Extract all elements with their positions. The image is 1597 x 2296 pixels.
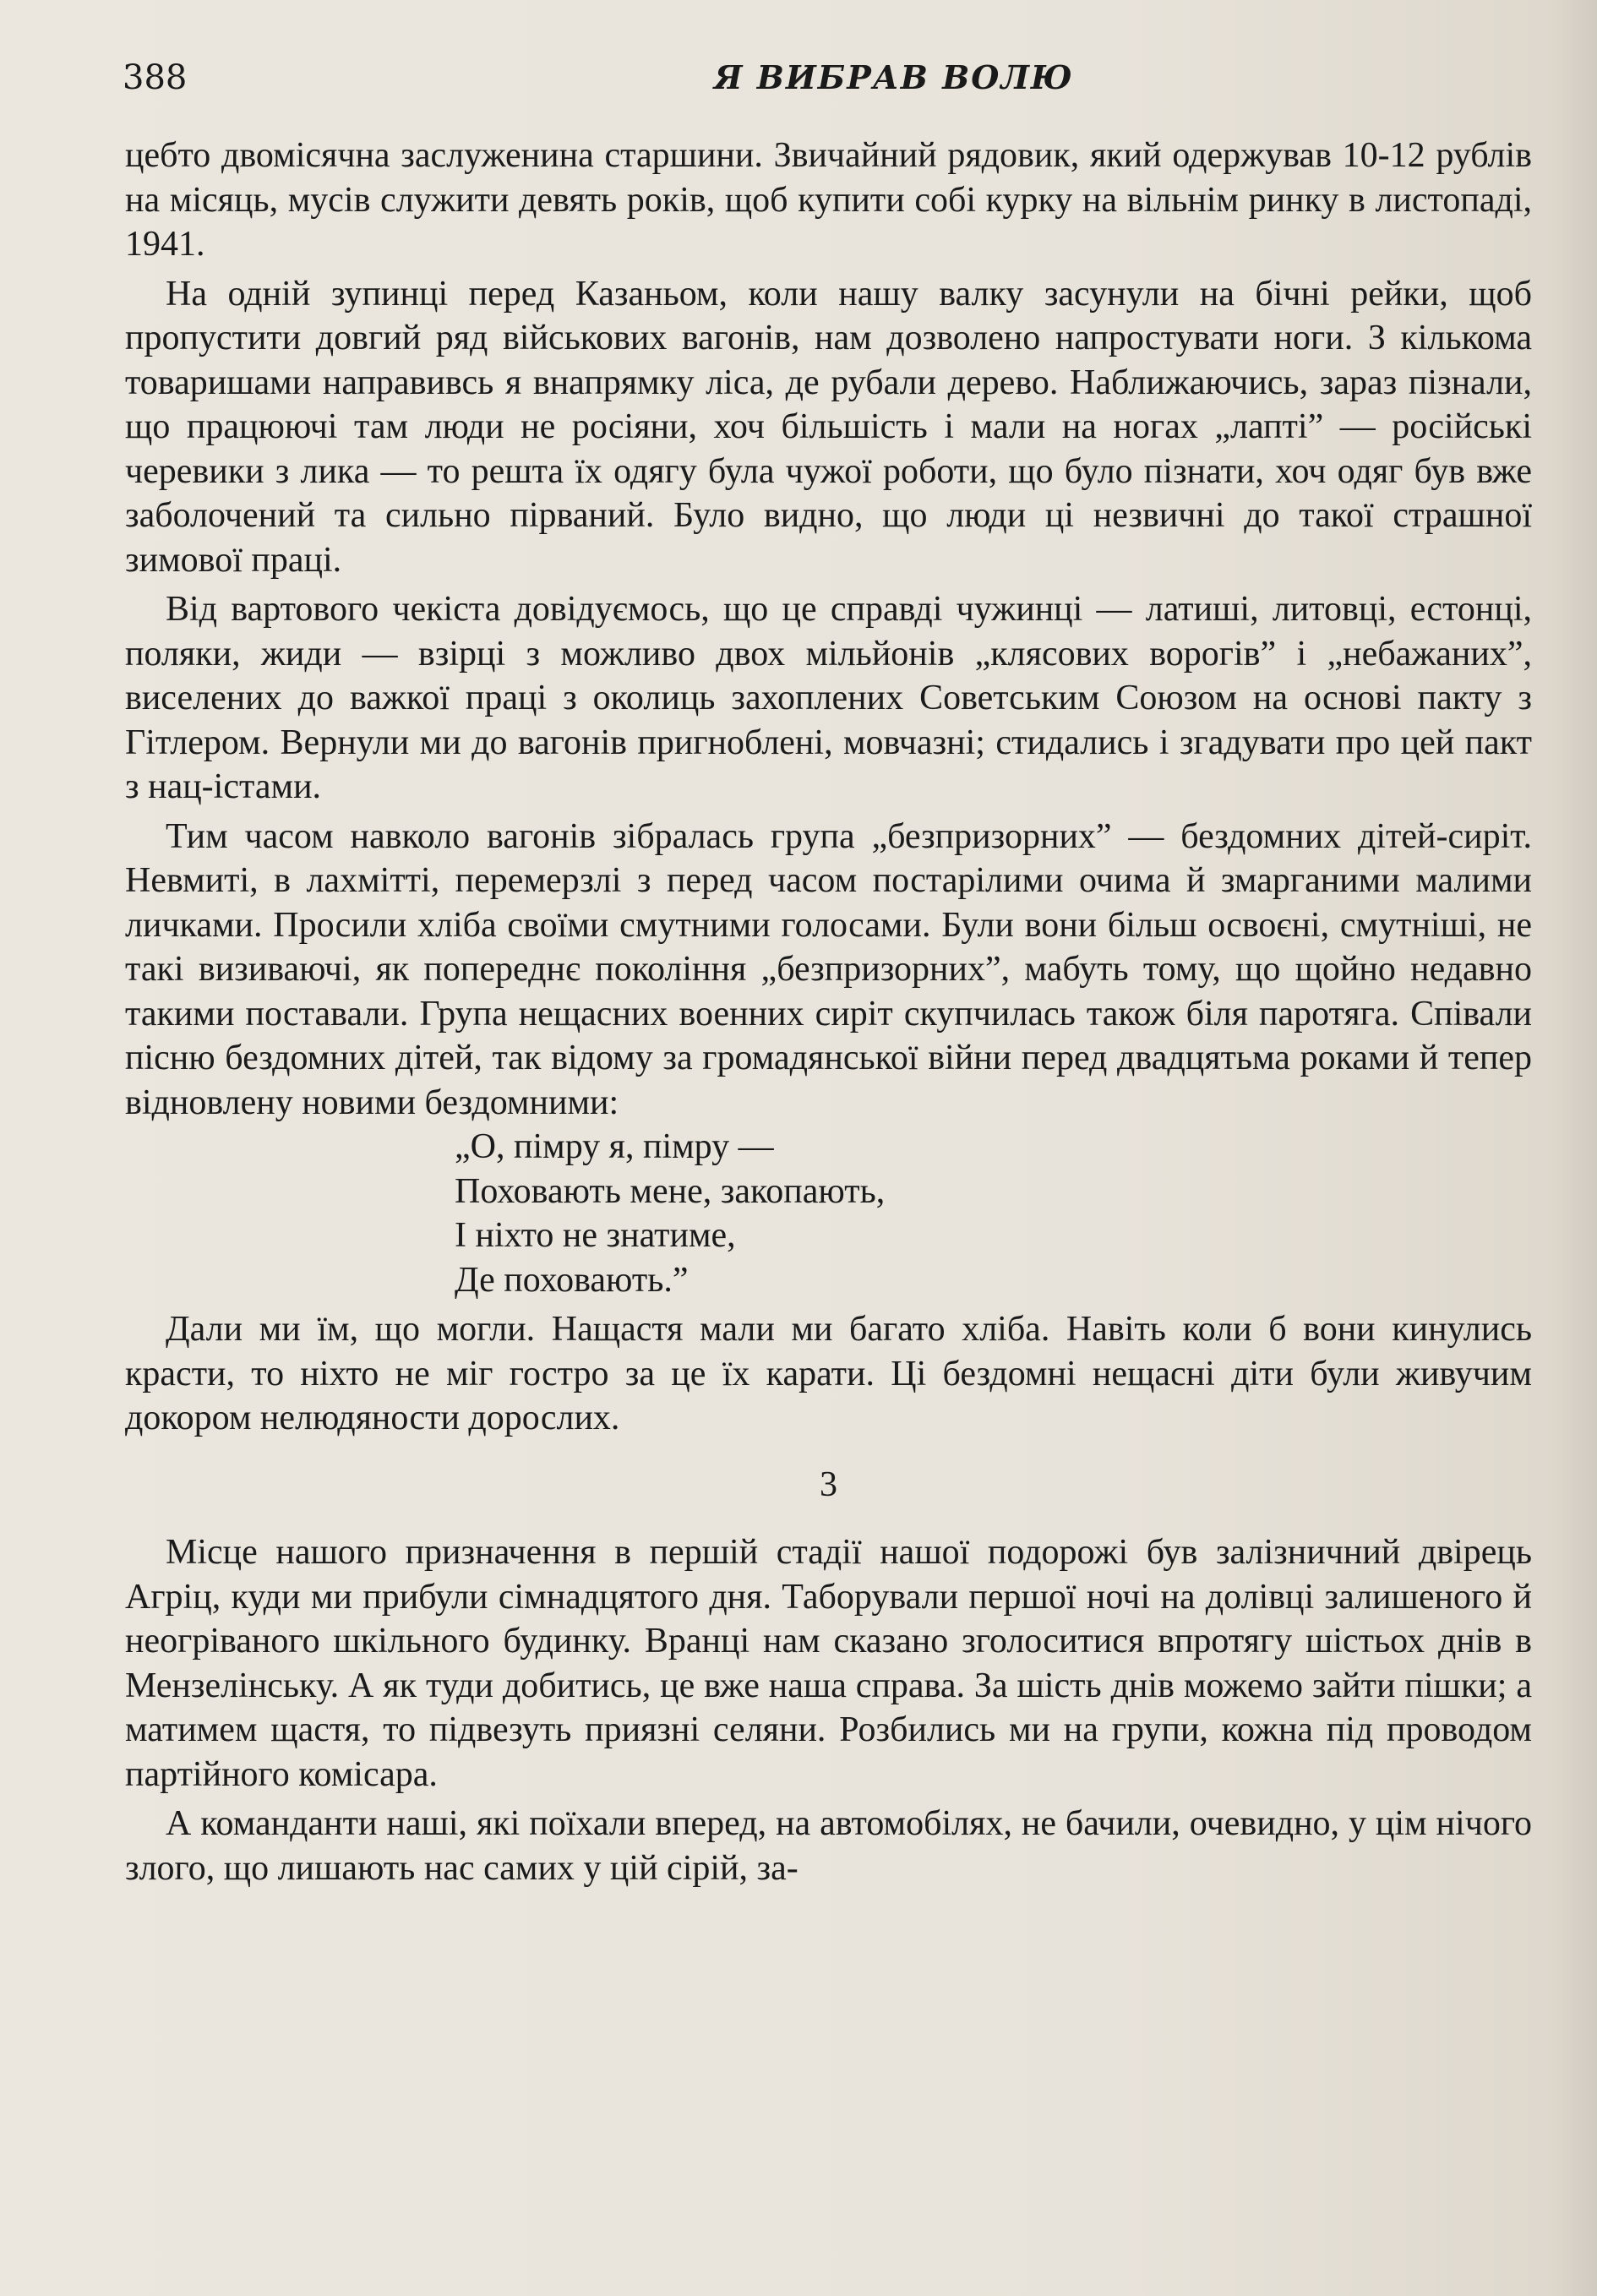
paragraph: Місце нашого призначення в першій стадії нашої подорожі був залізничний двірець Агріц, куди ми прибули сімнадцятого дня. Таборували першої ночі на долівці залишеного й неогріваного шкільного будинку. Вранці нам сказано зголоситися впротягу шістьох днів в Мензелінську. А як туди добитись, це вже наша справа. За шість днів можемо зайти пішки; а матимем щастя, то підвезуть приязні селяни. Розбились ми на групи, кожна під проводом партійного комісара. xyxy=(125,1533,1532,1794)
paragraph: Дали ми їм, що могли. Нащастя мали ми багато хліба. Навіть коли б вони кинулись красти, то ніхто не міг гостро за це їх карати. Ці бездомні нещасні діти були живучим докором нелюдяности дорослих. xyxy=(125,1310,1532,1437)
paragraph: А команданти наші, які поїхали вперед, на автомобілях, не бачили, очевидно, у цім нічого злого, що лишають нас самих у цій сірій, за- xyxy=(125,1804,1532,1888)
poem xyxy=(125,1125,1532,1302)
page-number: 388 xyxy=(123,58,188,97)
paragraph: Тим часом навколо вагонів зібралась група „безпризорних” — бездомних дітей-сиріт. Невмиті, в лахмітті, перемерзлі з перед часом постарілими очима й змарганими малими личками. Просили хліба своїми смутними голосами. Були вони більш освоєні, смутніші, не такі визиваючі, як попереднє покоління „безпризорних”, мабуть тому, що щойно недавно такими поставали. Група нещасних военних сиріт скупчилась також біля паротяга. Співали пісню бездомних дітей, так відому за громадянської війни перед двадцятьма роками й тепер відновлену новими бездомними: xyxy=(125,816,1532,1122)
poem-line: Поховають мене, закопають, xyxy=(455,1171,886,1211)
paragraph: На одній зупинці перед Казаньом, коли нашу валку засунули на бічні рейки, щоб пропустити довгий ряд військових вагонів, нам дозволено напростувати ноги. З кількома товаришами направивсь я внапрямку ліса, де рубали дерево. Наближаючись, зараз пізнали, що працюючі там люди не росіяни, хоч більшість і мали на ногах „лапті” — російські черевики з лика — то решта їх одягу була чужої роботи, що було пізнати, хоч одяг був вже заболочений та сильно пірваний. Було видно, що люди ці незвичні до такої страшної зимової праці. xyxy=(125,274,1532,580)
body-text xyxy=(125,134,1532,1890)
poem-line: „О, пімру я, пімру — xyxy=(455,1127,774,1166)
paragraph: цебто двомісячна заслуженина старшини. Звичайний рядовик, який одержував 10-12 рублів на місяць, мусів служити девять років, щоб купити собі курку на вільнім ринку в листопаді, 1941. xyxy=(125,136,1532,264)
page-edge-shadow xyxy=(1546,0,1597,2296)
section-number: 3 xyxy=(820,1464,837,1504)
poem-line: Де поховають.” xyxy=(455,1260,689,1300)
running-title: Я ВИБРАВ ВОЛЮ xyxy=(714,58,1074,96)
page-header xyxy=(123,52,1534,103)
poem-line: І ніхто не знатиме, xyxy=(455,1216,736,1255)
paragraph: Від вартового чекіста довідуємось, що це справді чужинці — латиші, литовці, естонці, поляки, жиди — взірці з можливо двох мільйонів „клясових ворогів” і „небажаних”, виселених до важкої праці з околиць захоплених Советським Союзом на основі пакту з Гітлером. Вернули ми до вагонів пригноблені, мовчазні; стидались і згадувати про цей пакт з нац-істами. xyxy=(125,590,1532,806)
